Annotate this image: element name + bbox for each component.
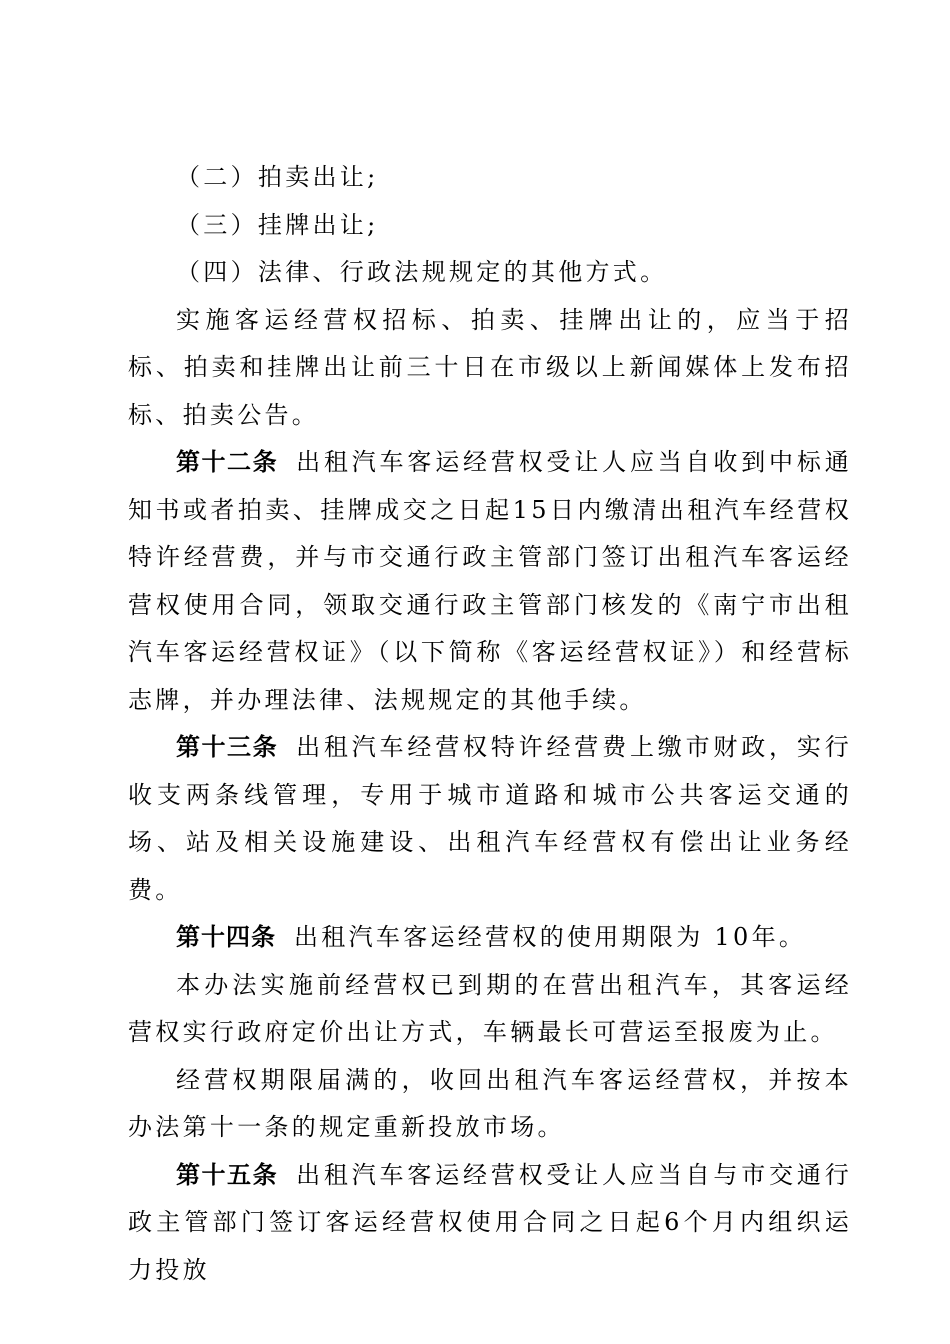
paragraph-text: 经营权期限届满的，收回出租汽车客运经营权，并按本办法第十一条的规定重新投放市场。 [128, 1065, 852, 1141]
paragraph-item-2 [128, 154, 852, 202]
paragraph-text: 本办法实施前经营权已到期的在营出租汽车，其客运经营权实行政府定价出让方式，车辆最长可营运至报废为止。 [128, 970, 852, 1046]
article-title: 第十二条 [176, 448, 279, 476]
document-body [128, 154, 852, 1294]
article-title: 第十三条 [176, 733, 279, 761]
article-text: 出租汽车客运经营权受让人应当自与市交通行政主管部门签订客运经营权使用合同之日起6个月内组织运力投放 [128, 1160, 853, 1284]
paragraph-term-expiry [128, 1057, 852, 1152]
paragraph-item-3 [128, 202, 852, 250]
article-text: 出租汽车客运经营权的使用期限为 10年。 [294, 923, 807, 951]
article-text: 出租汽车客运经营权受让人应当自收到中标通知书或者拍卖、挂牌成交之日起15日内缴清出租汽车经营权特许经营费，并与市交通行政主管部门签订出租汽车客运经营权使用合同，领取交通行政主管部门核发的《南宁市出租汽车客运经营权证》（以下简称《客运经营权证》）和经营标志牌，并办理法律、法规规定的其他手续。 [128, 448, 853, 714]
paragraph-prior-expiry [128, 962, 852, 1057]
paragraph-text: （三）挂牌出让; [176, 210, 379, 239]
article-title: 第十四条 [176, 923, 276, 951]
paragraph-text: 实施客运经营权招标、拍卖、挂牌出让的，应当于招标、拍卖和挂牌出让前三十日在市级以上新闻媒体上发布招标、拍卖公告。 [128, 305, 852, 429]
article-title: 第十五条 [176, 1160, 279, 1189]
article-15 [128, 1152, 852, 1295]
article-13 [128, 724, 852, 914]
paragraph-public-notice [128, 297, 852, 440]
paragraph-item-4 [128, 249, 852, 297]
paragraph-text: （四）法律、行政法规规定的其他方式。 [176, 258, 668, 286]
article-14 [128, 914, 852, 962]
article-12 [128, 439, 852, 724]
article-text: 出租汽车经营权特许经营费上缴市财政，实行收支两条线管理，专用于城市道路和城市公共客运交通的场、站及相关设施建设、出租汽车经营权有偿出让业务经费。 [128, 733, 853, 904]
paragraph-text: （二）拍卖出让; [176, 163, 379, 191]
